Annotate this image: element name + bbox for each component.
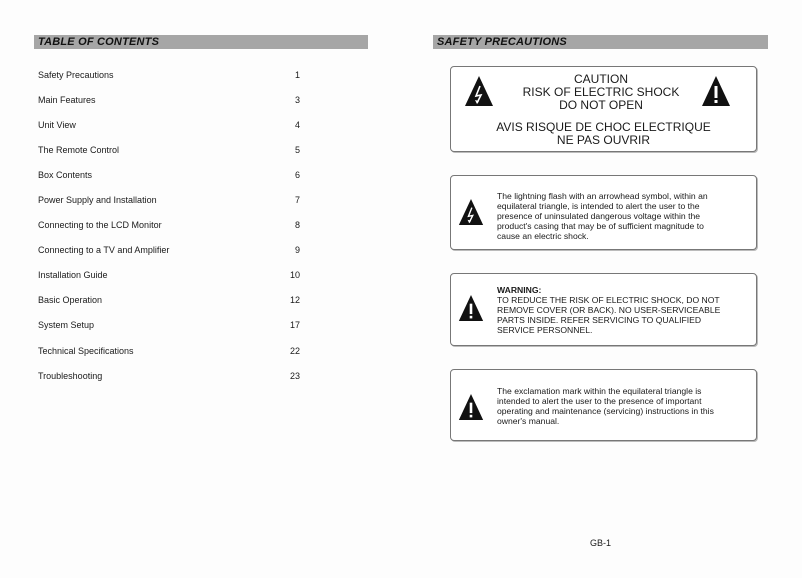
toc-title: Main Features	[38, 95, 96, 105]
text-line: equilateral triangle, is intended to alert the user to the	[497, 201, 700, 211]
toc-page: 3	[294, 95, 300, 105]
text-line: PARTS INSIDE. REFER SERVICING TO QUALIFIED	[497, 315, 702, 325]
toc-row	[38, 143, 300, 157]
toc-title: Technical Specifications	[38, 346, 134, 356]
text-line: presence of uninsulated dangerous voltage within the	[497, 211, 701, 221]
toc-row	[38, 369, 300, 383]
toc-page: 8	[294, 220, 300, 230]
exclamation-warning-icon	[458, 294, 484, 322]
toc-title: The Remote Control	[38, 145, 120, 155]
exclamation-note-text	[497, 386, 755, 426]
toc-page: 7	[294, 195, 300, 205]
toc-header: TABLE OF CONTENTS	[34, 35, 368, 49]
lightning-warning-icon	[458, 198, 484, 226]
exclamation-warning-icon	[458, 393, 484, 421]
toc-page: 23	[289, 371, 300, 381]
toc-row	[38, 318, 300, 332]
text-line: SERVICE PERSONNEL.	[497, 325, 593, 335]
toc-row	[38, 293, 300, 307]
exclamation-note-box	[450, 369, 757, 441]
text-line: cause an electric shock.	[497, 231, 589, 241]
text-line: The lightning flash with an arrowhead symbol, within an	[497, 191, 708, 201]
warning-text	[497, 285, 755, 335]
page-number: GB-1	[590, 538, 612, 548]
warning-box	[450, 273, 757, 346]
lightning-note-box	[450, 175, 757, 250]
toc-page: 6	[294, 170, 300, 180]
toc-row	[38, 168, 300, 182]
toc-page: 1	[294, 70, 300, 80]
toc-row	[38, 93, 300, 107]
lightning-note-text	[497, 191, 755, 241]
caution-french-line1: AVIS RISQUE DE CHOC ELECTRIQUE	[496, 120, 711, 134]
text-line: TO REDUCE THE RISK OF ELECTRIC SHOCK, DO NOT	[497, 295, 720, 305]
right-page	[401, 0, 802, 578]
toc-row	[38, 193, 300, 207]
toc-page: 12	[289, 295, 300, 305]
toc-page: 9	[294, 245, 300, 255]
toc-title: Power Supply and Installation	[38, 195, 157, 205]
toc-row	[38, 68, 300, 82]
toc-row	[38, 218, 300, 232]
warning-title: WARNING:	[497, 285, 542, 295]
caution-title: CAUTION	[574, 72, 628, 86]
caution-do-not-open: DO NOT OPEN	[559, 98, 643, 112]
toc-page: 17	[289, 320, 300, 330]
toc-row	[38, 268, 300, 282]
toc-title: System Setup	[38, 320, 95, 330]
toc-title: Troubleshooting	[38, 371, 103, 381]
toc-row	[38, 118, 300, 132]
toc-title: Installation Guide	[38, 270, 108, 280]
text-line: REMOVE COVER (OR BACK). NO USER-SERVICEABLE	[497, 305, 721, 315]
toc-page: 5	[294, 145, 300, 155]
toc-page: 22	[289, 346, 300, 356]
text-line: intended to alert the user to the presence of important	[497, 396, 702, 406]
caution-box	[450, 66, 757, 152]
toc-title: Safety Precautions	[38, 70, 114, 80]
toc-title: Basic Operation	[38, 295, 103, 305]
text-line: owner's manual.	[497, 416, 560, 426]
toc-row	[38, 344, 300, 358]
toc-page: 4	[294, 120, 300, 130]
toc-page: 10	[289, 270, 300, 280]
toc-title: Connecting to the LCD Monitor	[38, 220, 162, 230]
safety-header: SAFETY PRECAUTIONS	[433, 35, 768, 49]
toc-title: Box Contents	[38, 170, 93, 180]
text-line: operating and maintenance (servicing) instructions in this	[497, 406, 714, 416]
caution-french-line2: NE PAS OUVRIR	[556, 133, 651, 147]
lightning-warning-icon	[464, 75, 494, 107]
caution-shock-text: RISK OF ELECTRIC SHOCK	[522, 85, 680, 99]
toc-title: Connecting to a TV and Amplifier	[38, 245, 170, 255]
text-line: The exclamation mark within the equilateral triangle is	[497, 386, 702, 396]
toc-title: Unit View	[38, 120, 76, 130]
toc-row	[38, 243, 300, 257]
text-line: product's casing that may be of sufficient magnitude to	[497, 221, 704, 231]
